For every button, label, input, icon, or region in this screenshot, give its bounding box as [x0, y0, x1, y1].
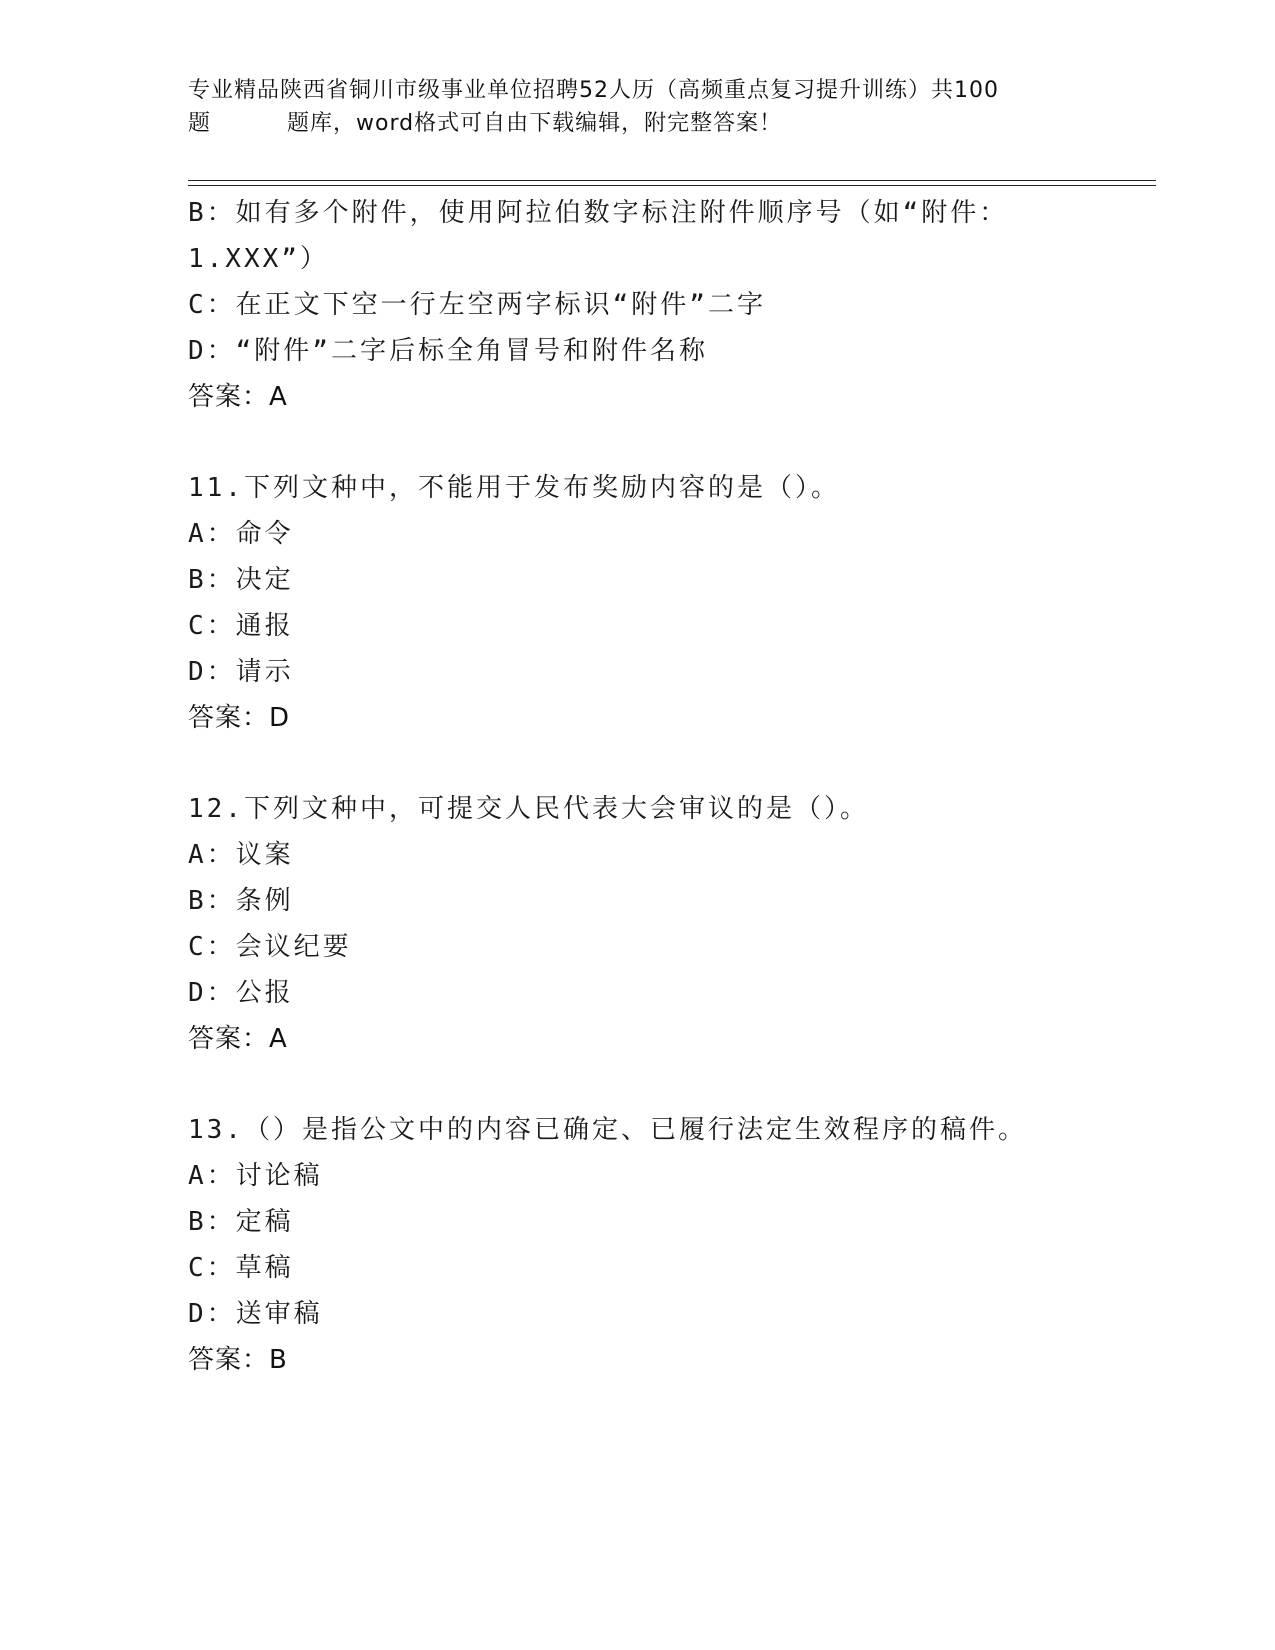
option-b-line-2: 1.XXX”） — [188, 244, 329, 274]
option-c: C：会议纪要 — [188, 932, 352, 962]
option-c: C：草稿 — [188, 1253, 294, 1283]
header-rule-top — [188, 180, 1156, 181]
question-13 — [188, 1107, 1168, 1383]
option-d: D：公报 — [188, 978, 294, 1008]
answer-line: 答案：D — [188, 703, 291, 733]
option-b: B：定稿 — [188, 1207, 294, 1237]
answer-line: 答案：A — [188, 382, 288, 412]
option-d: D：送审稿 — [188, 1299, 323, 1329]
document-header — [188, 74, 1068, 140]
block-gap — [188, 420, 1168, 465]
block-gap — [188, 741, 1168, 786]
header-title-line-2a: 题 — [188, 111, 212, 136]
option-a: A：议案 — [188, 840, 294, 870]
question-12 — [188, 786, 1168, 1062]
option-c: C：通报 — [188, 611, 294, 641]
block-gap — [188, 1062, 1168, 1107]
option-a: A：命令 — [188, 519, 294, 549]
header-rule-bottom — [188, 185, 1156, 186]
header-title-line-2 — [188, 107, 1068, 140]
option-d: D：“附件”二字后标全角冒号和附件名称 — [188, 336, 708, 366]
option-b: B：决定 — [188, 565, 294, 595]
answer-line: 答案：A — [188, 1024, 288, 1054]
header-title-line-2b: 题库，word格式可自由下载编辑，附完整答案！ — [287, 111, 783, 136]
option-c: C：在正文下空一行左空两字标识“附件”二字 — [188, 290, 766, 320]
header-title-line-1: 专业精品陕西省铜川市级事业单位招聘52人历（高频重点复习提升训练）共100 — [188, 78, 999, 103]
option-b: B：条例 — [188, 886, 294, 916]
option-b-line-1: B：如有多个附件，使用阿拉伯数字标注附件顺序号（如“附件： — [188, 198, 1009, 228]
question-stem: 11.下列文种中，不能用于发布奖励内容的是（）。 — [188, 473, 840, 503]
option-a: A：讨论稿 — [188, 1161, 323, 1191]
question-stem: 13.（）是指公文中的内容已确定、已履行法定生效程序的稿件。 — [188, 1115, 1027, 1145]
document-body — [188, 190, 1168, 1383]
answer-line: 答案：B — [188, 1345, 288, 1375]
header-spacer — [211, 107, 287, 140]
question-stem: 12.下列文种中，可提交人民代表大会审议的是（）。 — [188, 794, 869, 824]
option-d: D：请示 — [188, 657, 294, 687]
question-11 — [188, 465, 1168, 741]
question-10-continued — [188, 190, 1168, 420]
